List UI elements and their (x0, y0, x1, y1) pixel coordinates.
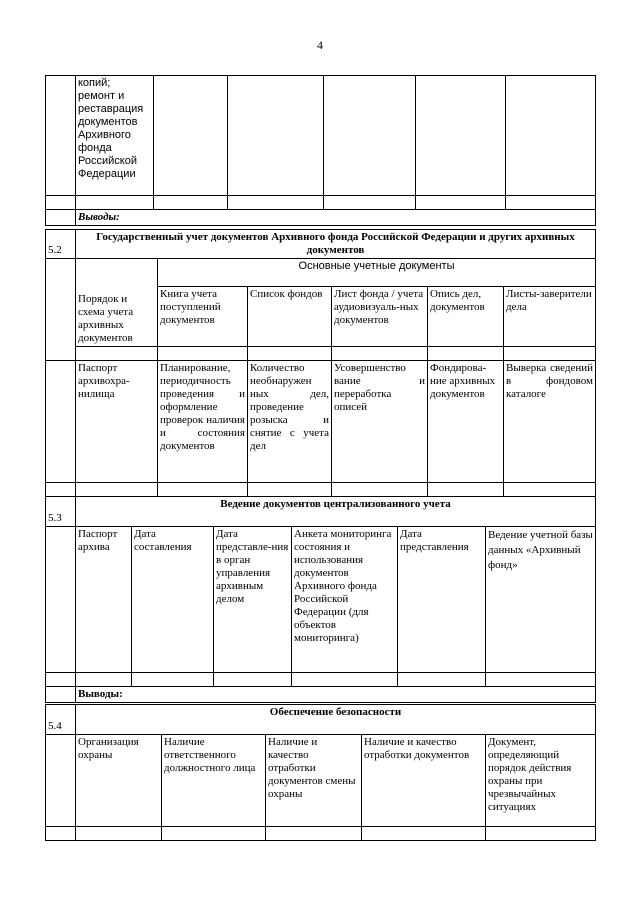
column-header: Список фондов (248, 287, 332, 347)
number-cell (46, 76, 76, 196)
section-title: Ведение документов централизованного учета (76, 497, 596, 527)
table-cell: Планирование, периодичность проведения и оформление проверок наличия и состояния документов (158, 361, 248, 483)
column-header: Книга учета поступлений документов (158, 287, 248, 347)
section-number: 5.3 (46, 497, 76, 527)
section-5-4-table (45, 704, 596, 841)
column-header: Организация охраны (76, 735, 162, 827)
column-header: Наличие ответственного должностного лица (162, 735, 266, 827)
conclusions-label: Выводы: (76, 687, 596, 703)
conclusions-label: Выводы: (76, 210, 596, 226)
table-cell: Количество необнаружен ных дел, проведение розыска и снятие с учета дел (248, 361, 332, 483)
continuation-table (45, 75, 596, 226)
column-header: Дата представле-ния в орган управления архивным делом (214, 527, 292, 673)
column-header: Дата представления (398, 527, 486, 673)
column-header: Документ, определяющий порядок действия охраны при чрезвычайных ситуациях (486, 735, 596, 827)
continuation-text: копий; ремонт и реставрация документов Архивного фонда Российской Федерации (76, 76, 154, 196)
section-number: 5.4 (46, 705, 76, 735)
section-5-3-table (45, 496, 596, 703)
column-header: Опись дел, документов (428, 287, 504, 347)
column-header: Анкета мониторинга состояния и использования документов Архивного фонда Российской Федерации (для объектов мониторинга) (292, 527, 398, 673)
table-cell: Фондирова-ние архивных документов (428, 361, 504, 483)
accounting-scheme-header: Порядок и схема учета архивных документов (76, 259, 158, 347)
column-header: Лист фонда / учета аудиовизуаль-ных документов (332, 287, 428, 347)
column-header: Ведение учетной базы данных «Архивный фонд» (486, 527, 596, 673)
column-header: Паспорт архива (76, 527, 132, 673)
table-cell: Усовершенство вание и переработка описей (332, 361, 428, 483)
column-header: Листы-заверители дела (504, 287, 596, 347)
column-header: Наличие и качество отработки документов смены охраны (266, 735, 362, 827)
section-number: 5.2 (46, 230, 76, 259)
group-header: Основные учетные документы (158, 259, 596, 287)
table-cell: Паспорт архивохра-нилища (76, 361, 158, 483)
page-number: 4 (317, 38, 323, 52)
column-header: Наличие и качество отработки документов (362, 735, 486, 827)
table-cell: Выверка сведений в фондовом каталоге (504, 361, 596, 483)
section-title: Обеспечение безопасности (76, 705, 596, 735)
section-5-2-table (45, 229, 596, 497)
section-title: Государственный учет документов Архивного фонда Российской Федерации и других архивных документов (76, 230, 596, 259)
column-header: Дата составления (132, 527, 214, 673)
